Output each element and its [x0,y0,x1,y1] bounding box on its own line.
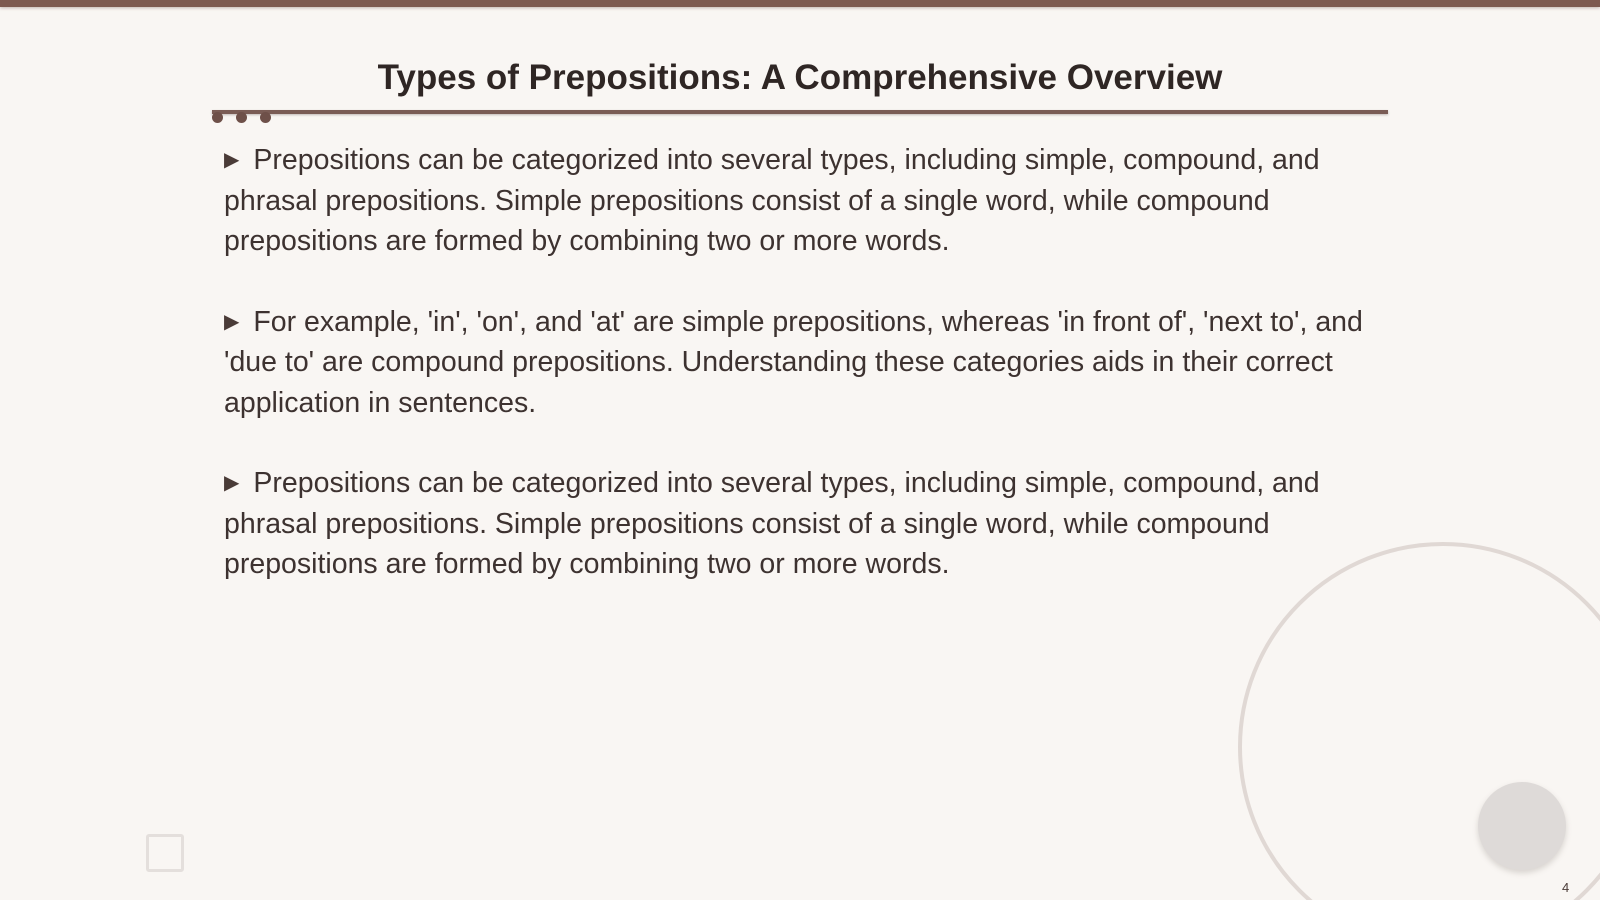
bullet-text: Prepositions can be categorized into several types, including simple, compound, and phrasal prepositions. Simple prepositions consist of a single word, while compound prepositions are formed by combining two or more words. [224,144,1320,257]
page-number: 4 [1562,880,1570,895]
bullet-item [224,463,1374,585]
bullet-item [224,302,1374,424]
dot-1 [212,112,223,123]
triangle-bullet-icon: ▶ [224,310,240,333]
triangle-bullet-icon: ▶ [224,472,240,494]
dot-3 [260,112,271,123]
decorative-square [146,834,184,872]
bullet-list [224,140,1374,625]
triangle-bullet-icon: ▶ [224,149,240,171]
dot-2 [236,112,247,123]
bullet-item [224,140,1374,262]
decorative-sphere [1478,782,1566,870]
bullet-text: Prepositions can be categorized into several types, including simple, compound, and phrasal prepositions. Simple prepositions consist of a single word, while compound prepositions are formed by combining two or more words. [224,467,1320,580]
title-underline [212,110,1388,114]
title-dots-decoration [212,112,282,126]
bullet-text: For example, 'in', 'on', and 'at' are simple prepositions, whereas 'in front of', 'next to', and 'due to' are compound prepositions. Understanding these categories aids in their correct application in sentences. [224,305,1363,419]
top-accent-band [0,0,1600,7]
slide-title: Types of Prepositions: A Comprehensive Overview [377,58,1223,97]
